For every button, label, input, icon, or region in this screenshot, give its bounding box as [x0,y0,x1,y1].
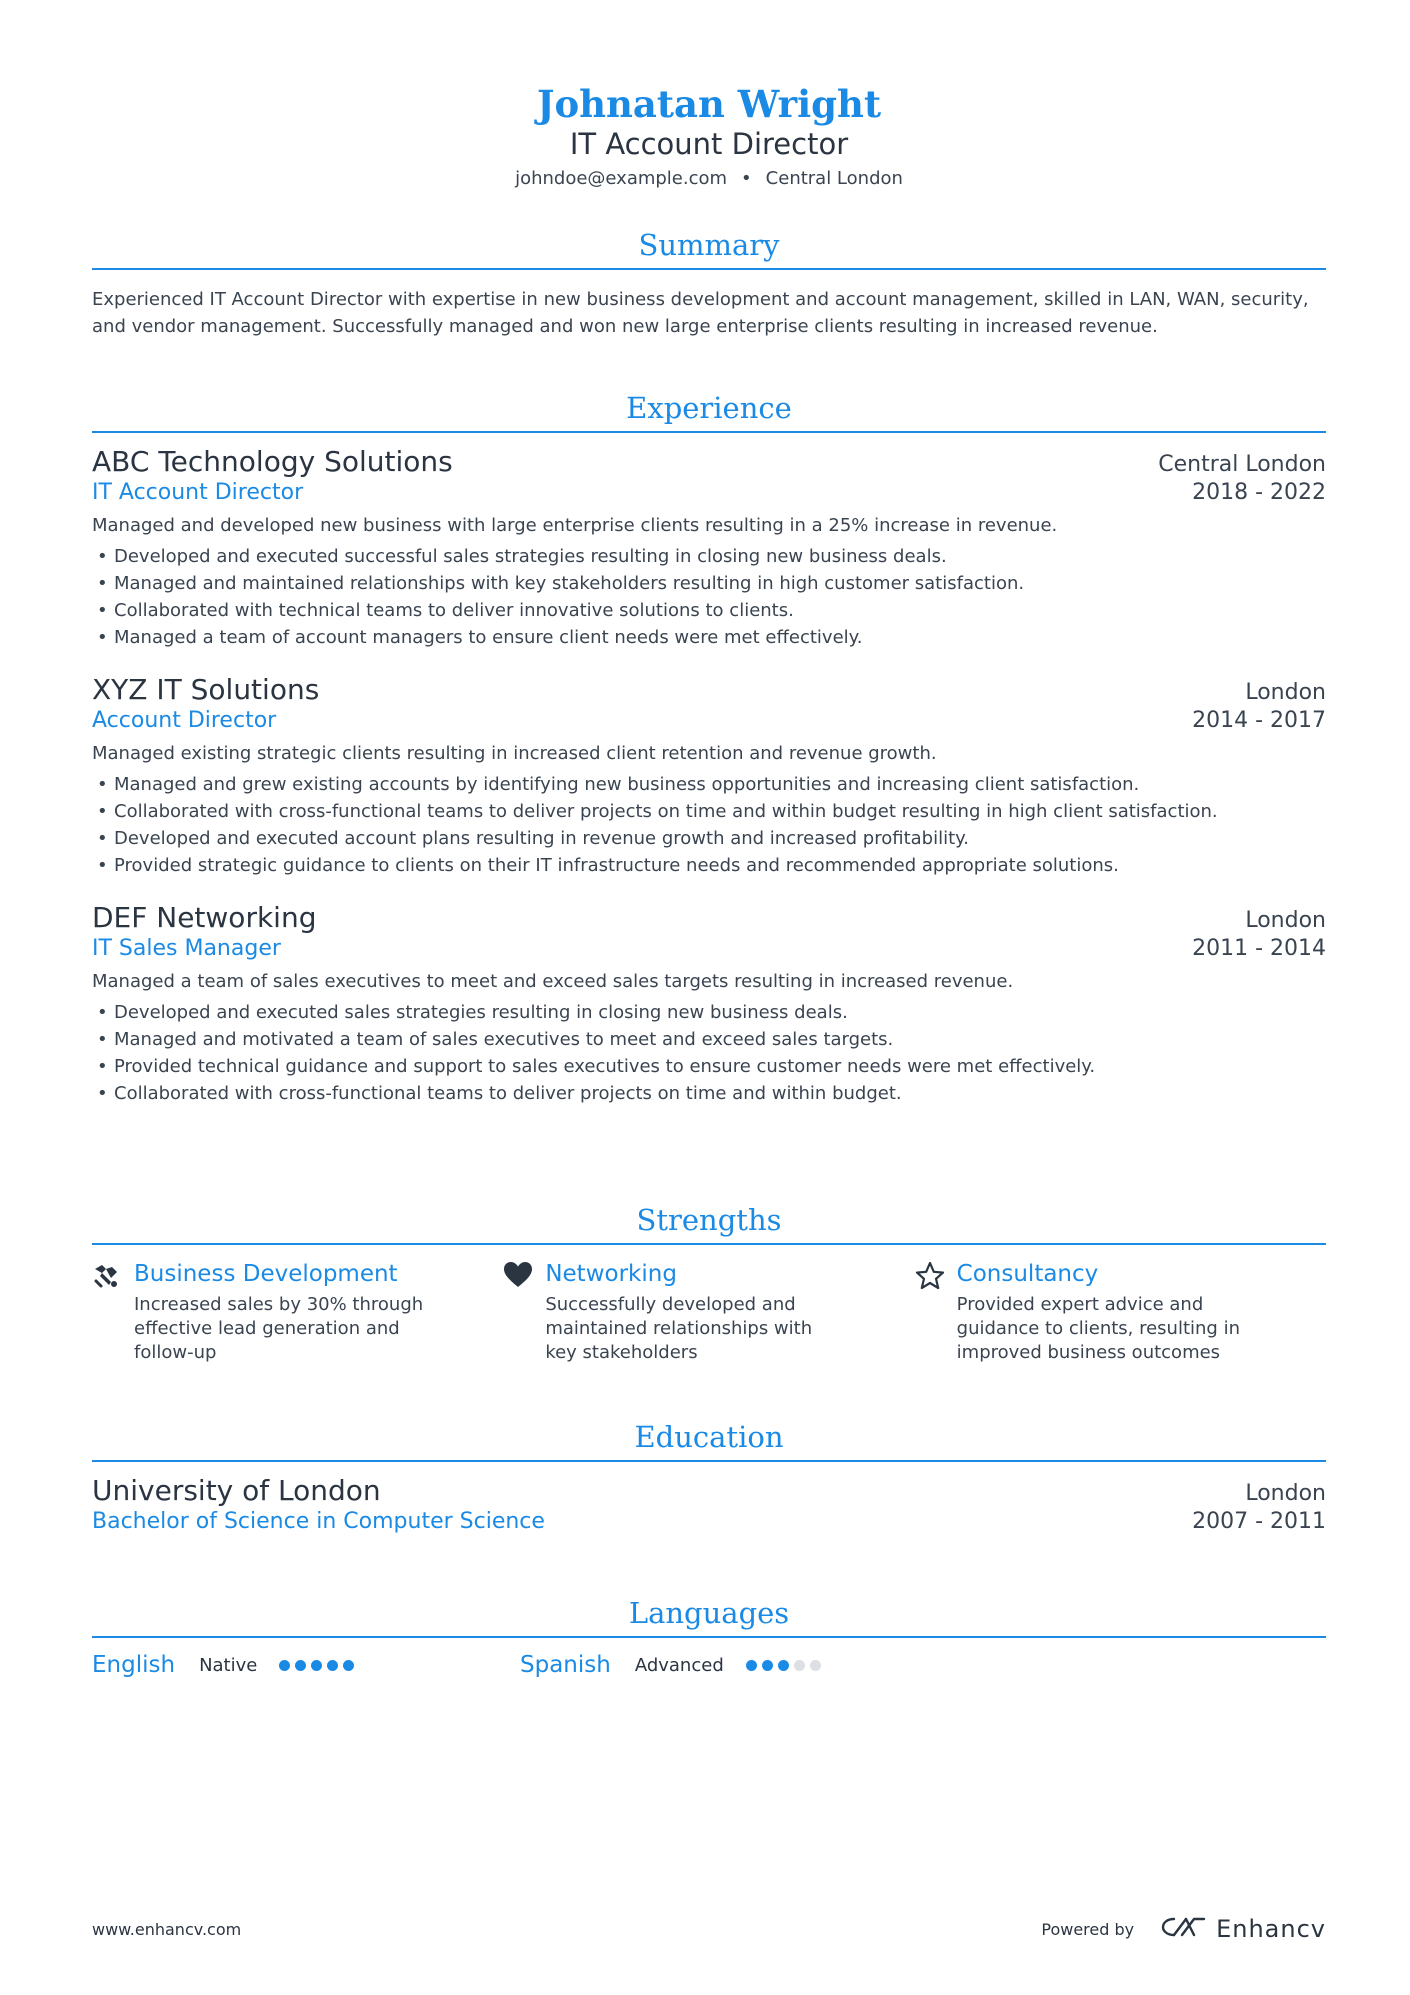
job-entry [92,445,1326,651]
education-school: University of London [92,1474,381,1507]
job-description: Managed a team of sales executives to meet and exceed sales targets resulting in increased revenue. [92,971,1014,992]
rating-dot-filled [295,1660,306,1671]
language-item [520,1652,948,1678]
candidate-name: Johnatan Wright [536,82,882,126]
job-bullets [92,999,1326,1107]
contact-location: Central London [765,168,903,189]
language-level: Native [199,1654,258,1676]
footer-url[interactable]: www.enhancv.com [92,1919,242,1939]
resume-page [92,0,1326,1678]
strength-title: Networking [545,1261,677,1287]
footer-branding [1041,1915,1326,1943]
language-rating [746,1660,821,1671]
experience-heading: Experience [92,389,1326,433]
job-bullet: • Collaborated with cross-functional teams to deliver projects on time and within budget. [92,1080,1326,1107]
job-bullet: • Managed and motivated a team of sales executives to meet and exceed sales targets. [92,1026,1326,1053]
education-section [92,1418,1326,1534]
job-location: London [1245,680,1326,705]
job-role: IT Sales Manager [92,936,281,961]
strength-item [915,1259,1326,1365]
rating-dot-filled [343,1660,354,1671]
contact-email[interactable]: johndoe@example.com [515,168,728,189]
job-bullets [92,771,1326,879]
summary-text: Experienced IT Account Director with expertise in new business development and account management, skilled in LAN, WAN, security, and vendor management. Successfully managed and won new large enterprise clients resulting in increased revenue. [92,289,1309,337]
rating-dot-empty [794,1660,805,1671]
strength-description: Successfully developed and maintained relationships with key stakeholders [545,1294,813,1363]
powered-by-label: Powered by [1041,1919,1135,1939]
job-bullet: • Collaborated with technical teams to deliver innovative solutions to clients. [92,597,1326,624]
contact-separator: • [741,168,752,189]
summary-section [92,226,1326,340]
job-location: London [1245,908,1326,933]
strength-title: Business Development [134,1261,398,1287]
education-heading: Education [92,1418,1326,1462]
job-bullet: • Provided technical guidance and support to sales executives to ensure customer needs were met effectively. [92,1053,1326,1080]
rating-dot-filled [311,1660,322,1671]
contact-line [92,168,1326,189]
enhancv-logo-icon [1160,1915,1206,1943]
language-name: English [92,1652,176,1678]
summary-heading: Summary [92,226,1326,270]
job-dates: 2011 - 2014 [1192,936,1326,961]
education-degree: Bachelor of Science in Computer Science [92,1509,545,1534]
job-description: Managed existing strategic clients resulting in increased client retention and revenue growth. [92,743,937,764]
rating-dot-filled [746,1660,757,1671]
language-name: Spanish [520,1652,611,1678]
experience-section [92,389,1326,1107]
strengths-heading: Strengths [92,1201,1326,1245]
handshake-icon [92,1259,134,1365]
job-role: IT Account Director [92,480,304,505]
strength-title: Consultancy [956,1261,1099,1287]
job-location: Central London [1158,452,1326,477]
job-bullet: • Developed and executed sales strategies resulting in closing new business deals. [92,999,1326,1026]
job-description: Managed and developed new business with large enterprise clients resulting in a 25% increase in revenue. [92,515,1058,536]
job-bullet: • Managed and maintained relationships with key stakeholders resulting in high customer satisfaction. [92,570,1326,597]
star-icon [915,1259,957,1365]
rating-dot-empty [810,1660,821,1671]
strengths-list [92,1259,1326,1365]
heart-icon [503,1259,545,1365]
job-bullets [92,543,1326,651]
brand-name[interactable]: Enhancv [1216,1915,1326,1943]
strength-item [503,1259,914,1365]
rating-dot-filled [279,1660,290,1671]
job-dates: 2014 - 2017 [1192,708,1326,733]
page-footer [92,1915,1326,1943]
rating-dot-filled [762,1660,773,1671]
rating-dot-filled [778,1660,789,1671]
job-entry [92,901,1326,1107]
education-dates: 2007 - 2011 [1192,1509,1326,1534]
job-bullet: • Managed and grew existing accounts by identifying new business opportunities and increasing client satisfaction. [92,771,1326,798]
rating-dot-filled [327,1660,338,1671]
language-level: Advanced [634,1654,724,1676]
job-bullet: • Developed and executed successful sales strategies resulting in closing new business deals. [92,543,1326,570]
job-bullet: • Developed and executed account plans resulting in revenue growth and increased profitability. [92,825,1326,852]
job-company: DEF Networking [92,901,317,934]
strengths-section [92,1201,1326,1365]
job-entry [92,673,1326,879]
strength-description: Provided expert advice and guidance to clients, resulting in improved business outcomes [956,1294,1240,1363]
languages-heading: Languages [92,1594,1326,1638]
language-item [92,1652,520,1678]
strength-item [92,1259,503,1365]
job-company: XYZ IT Solutions [92,673,320,706]
resume-header [92,0,1326,189]
language-rating [279,1660,354,1671]
languages-section [92,1594,1326,1678]
strength-description: Increased sales by 30% through effective lead generation and follow-up [134,1294,424,1363]
candidate-title: IT Account Director [569,127,849,161]
job-company: ABC Technology Solutions [92,445,453,478]
languages-list [92,1652,1326,1678]
job-bullet: • Collaborated with cross-functional teams to deliver projects on time and within budget resulting in high client satisfaction. [92,798,1326,825]
job-bullet: • Managed a team of account managers to ensure client needs were met effectively. [92,624,1326,651]
job-bullet: • Provided strategic guidance to clients on their IT infrastructure needs and recommended appropriate solutions. [92,852,1326,879]
education-location: London [1245,1481,1326,1506]
job-role: Account Director [92,708,277,733]
job-dates: 2018 - 2022 [1192,480,1326,505]
